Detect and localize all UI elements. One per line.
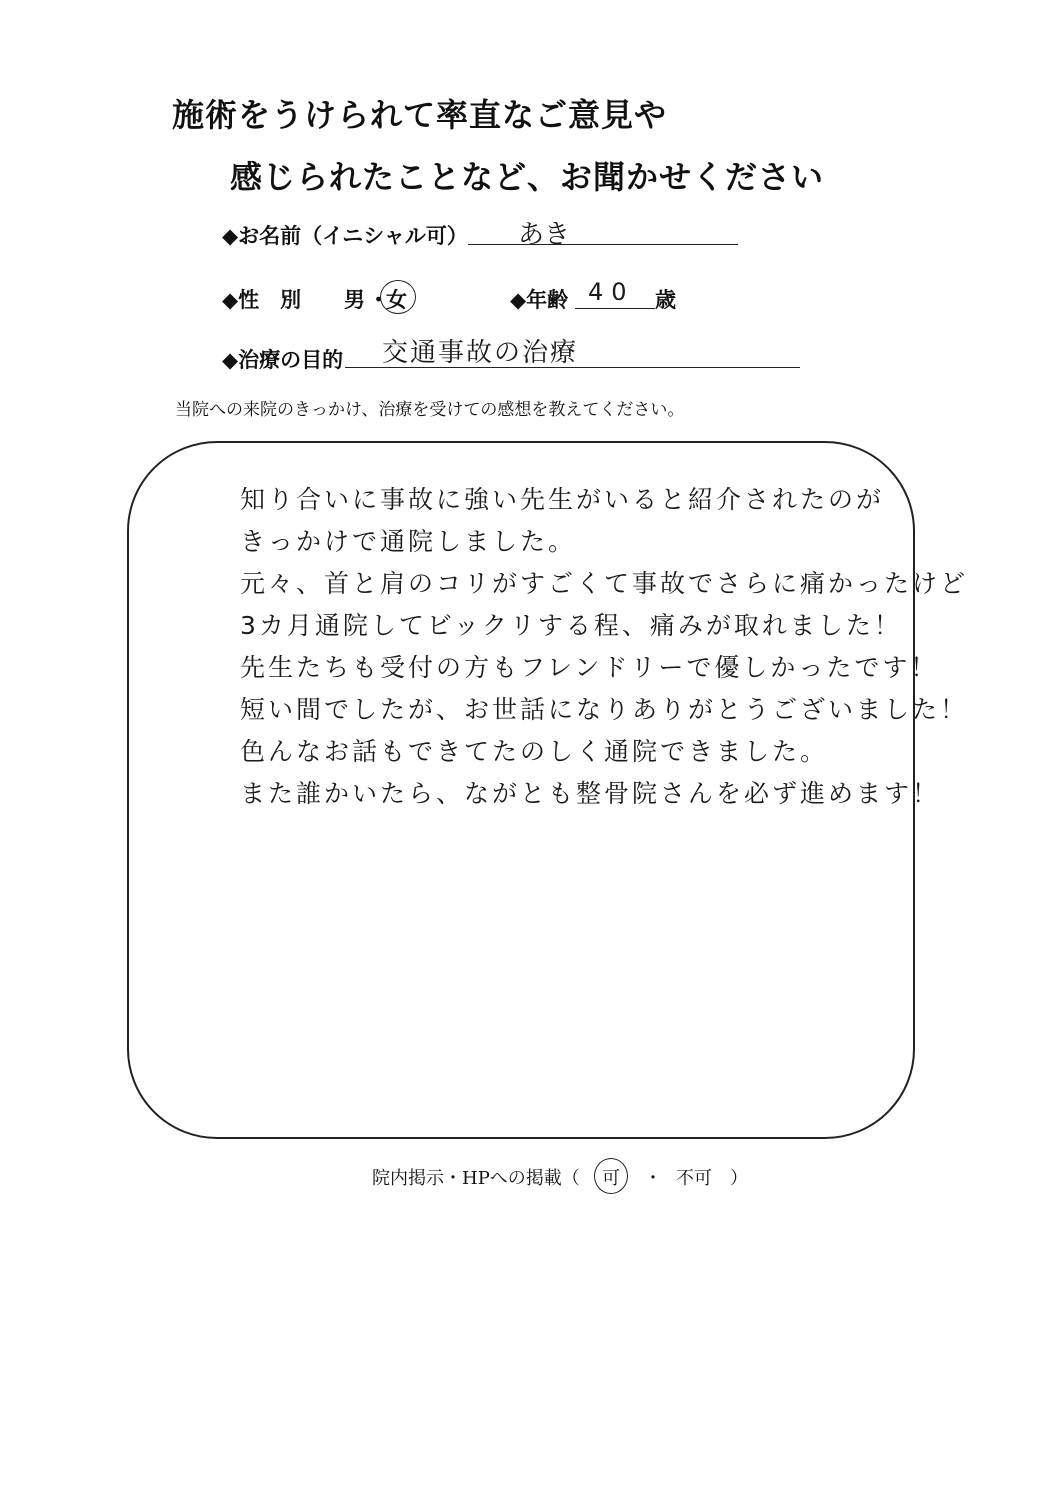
age-value: 40 [588, 278, 635, 306]
publish-permission-label: 院内掲示・HPへの掲載（ [372, 1168, 580, 1189]
age-underline [575, 308, 655, 309]
gender-selected-circle [380, 280, 416, 314]
publish-close-paren: ） [730, 1168, 748, 1189]
age-unit: 歳 [655, 287, 676, 312]
form-title-line-1: 施術をうけられて率直なご意見や [172, 96, 668, 134]
comment-line: 短い間でしたが、お世話になりありがとうございました！ [240, 695, 969, 724]
comment-line: また誰かいたら、ながとも整骨院さんを必ず進めます！ [240, 779, 941, 808]
gender-label: ◆性 別 [222, 287, 302, 312]
publish-selected-circle [594, 1158, 628, 1194]
comment-line: 元々、首と肩のコリがすごくて事故でさらに痛かったけど [240, 569, 969, 598]
purpose-label: ◆治療の目的 [222, 347, 344, 372]
purpose-underline [345, 367, 800, 368]
age-label: ◆年齢 [510, 287, 569, 312]
comment-line: 知り合いに事故に強い先生がいると紹介されたのが [240, 485, 885, 514]
name-label: ◆お名前（イニシャル可） [222, 223, 468, 248]
comment-line: 3カ月通院してビックリする程、痛みが取れました！ [240, 611, 902, 640]
comment-line: きっかけで通院しました。 [240, 527, 577, 556]
name-value: あき [518, 220, 571, 250]
publish-separator: ・ [644, 1168, 662, 1189]
gender-option-female: 女 [386, 287, 407, 312]
form-title-line-2: 感じられたことなど、お聞かせください [230, 158, 825, 196]
comment-line: 色んなお話もできてたのしく通院できました。 [240, 737, 829, 766]
purpose-value: 交通事故の治療 [382, 338, 579, 368]
gender-separator: ・ [368, 287, 389, 312]
name-underline [468, 244, 738, 245]
comment-prompt: 当院への来院のきっかけ、治療を受けての感想を教えてください。 [175, 400, 685, 420]
comment-line: 先生たちも受付の方もフレンドリーで優しかったです！ [240, 653, 939, 682]
gender-option-male: 男 [344, 287, 365, 312]
publish-option-no: 不可 [676, 1168, 712, 1189]
publish-option-yes: 可 [602, 1168, 620, 1189]
